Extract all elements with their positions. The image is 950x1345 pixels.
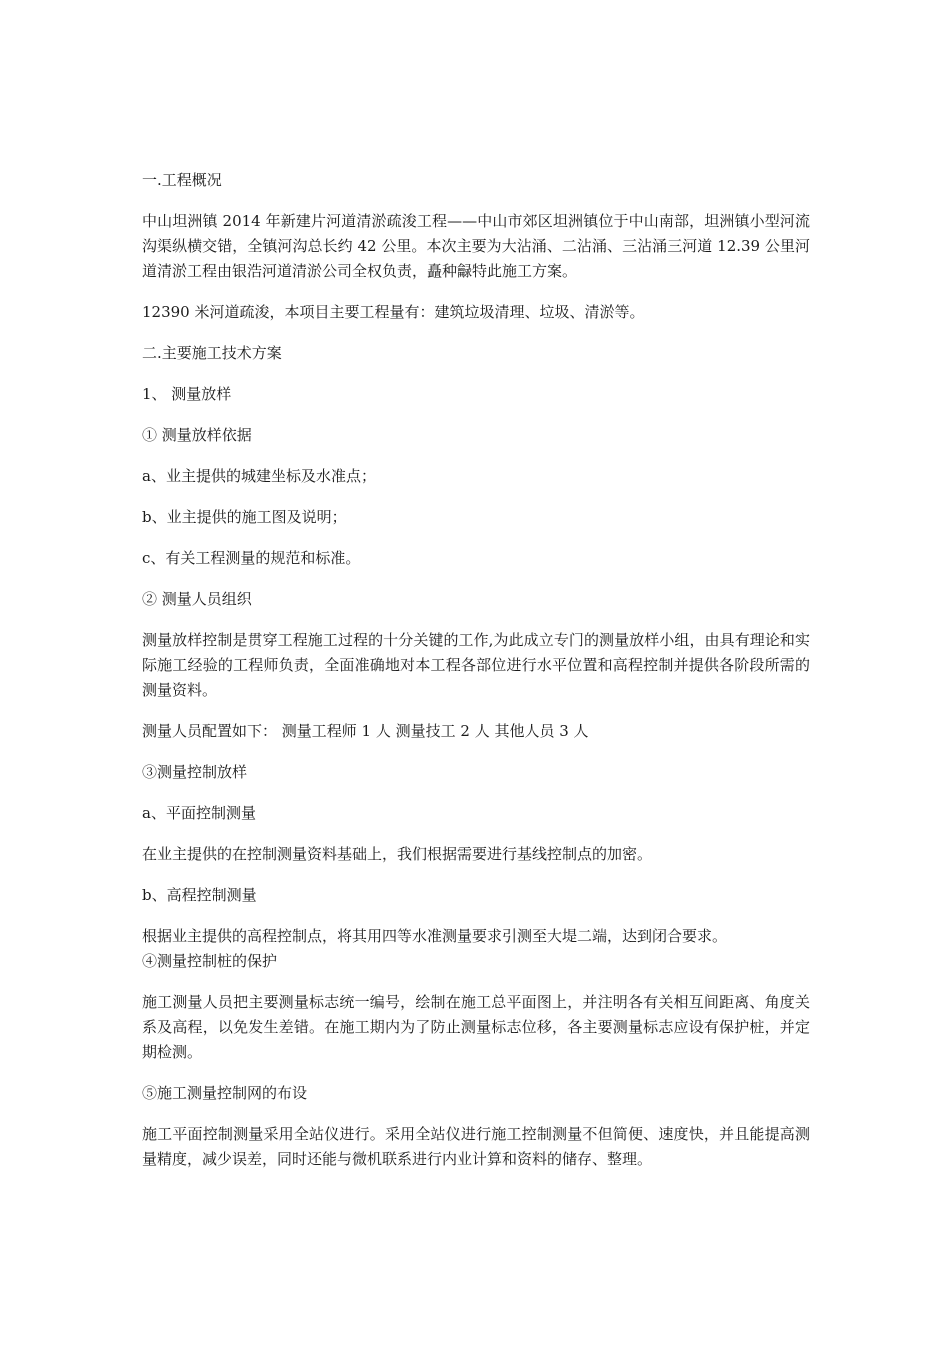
section-heading-technical-plan: 二.主要施工技术方案 xyxy=(142,344,282,362)
list-item-elevation-control: b、高程控制测量 xyxy=(142,886,257,904)
paragraph-survey-staff: 测量放样控制是贯穿工程施工过程的十分关键的工作,为此成立专门的测量放样小组，由具有理论和实际施工经验的工程师负责，全面准确地对本工程各部位进行水平位置和高程控制并提供各阶段所需的测量资料。 xyxy=(142,631,810,699)
subheading-survey-staff: ② 测量人员组织 xyxy=(142,590,252,608)
paragraph-elevation-control: 根据业主提供的高程控制点，将其用四等水准测量要求引测至大堤二端，达到闭合要求。 xyxy=(142,927,728,945)
subheading-stake-protection: ④测量控制桩的保护 xyxy=(142,952,278,970)
subheading-control-network: ⑤施工测量控制网的布设 xyxy=(142,1084,308,1102)
paragraph-control-network: 施工平面控制测量采用全站仪进行。采用全站仪进行施工控制测量不但简便、速度快，并且能提高测量精度，减少误差，同时还能与微机联系进行内业计算和资料的储存、整理。 xyxy=(142,1125,810,1168)
list-item-plane-control: a、平面控制测量 xyxy=(142,804,256,822)
subheading-survey-control: ③测量控制放样 xyxy=(142,763,248,781)
list-item-basis-c: c、有关工程测量的规范和标准。 xyxy=(142,549,361,567)
paragraph-scope: 12390 米河道疏浚，本项目主要工程量有：建筑垃圾清理、垃圾、清淤等。 xyxy=(142,303,645,321)
list-item-basis-b: b、业主提供的施工图及说明； xyxy=(142,508,347,526)
document-page xyxy=(142,168,810,1188)
subheading-survey-setout: 1、 测量放样 xyxy=(142,385,232,403)
paragraph-plane-control: 在业主提供的在控制测量资料基础上，我们根据需要进行基线控制点的加密。 xyxy=(142,845,653,863)
section-heading-overview: 一.工程概况 xyxy=(142,171,222,189)
paragraph-stake-protection: 施工测量人员把主要测量标志统一编号，绘制在施工总平面图上，并注明各有关相互间距离、角度关系及高程，以免发生差错。在施工期内为了防止测量标志位移，各主要测量标志应设有保护桩，并定期检测。 xyxy=(142,993,810,1061)
paragraph-project-intro: 中山坦洲镇 2014 年新建片河道清淤疏浚工程——中山市郊区坦洲镇位于中山南部，坦洲镇小型河流沟渠纵横交错，全镇河沟总长约 42 公里。本次主要为大沾涌、二沾涌、三沾涌三河道 12.39 公里河道清淤工程由银浩河道清淤公司全权负责，矗种龣特此施工方案。 xyxy=(142,212,810,280)
list-item-basis-a: a、业主提供的城建坐标及水准点； xyxy=(142,467,376,485)
paragraph-staff-config: 测量人员配置如下： 测量工程师 1 人 测量技工 2 人 其他人员 3 人 xyxy=(142,722,589,740)
subheading-survey-basis: ① 测量放样依据 xyxy=(142,426,252,444)
